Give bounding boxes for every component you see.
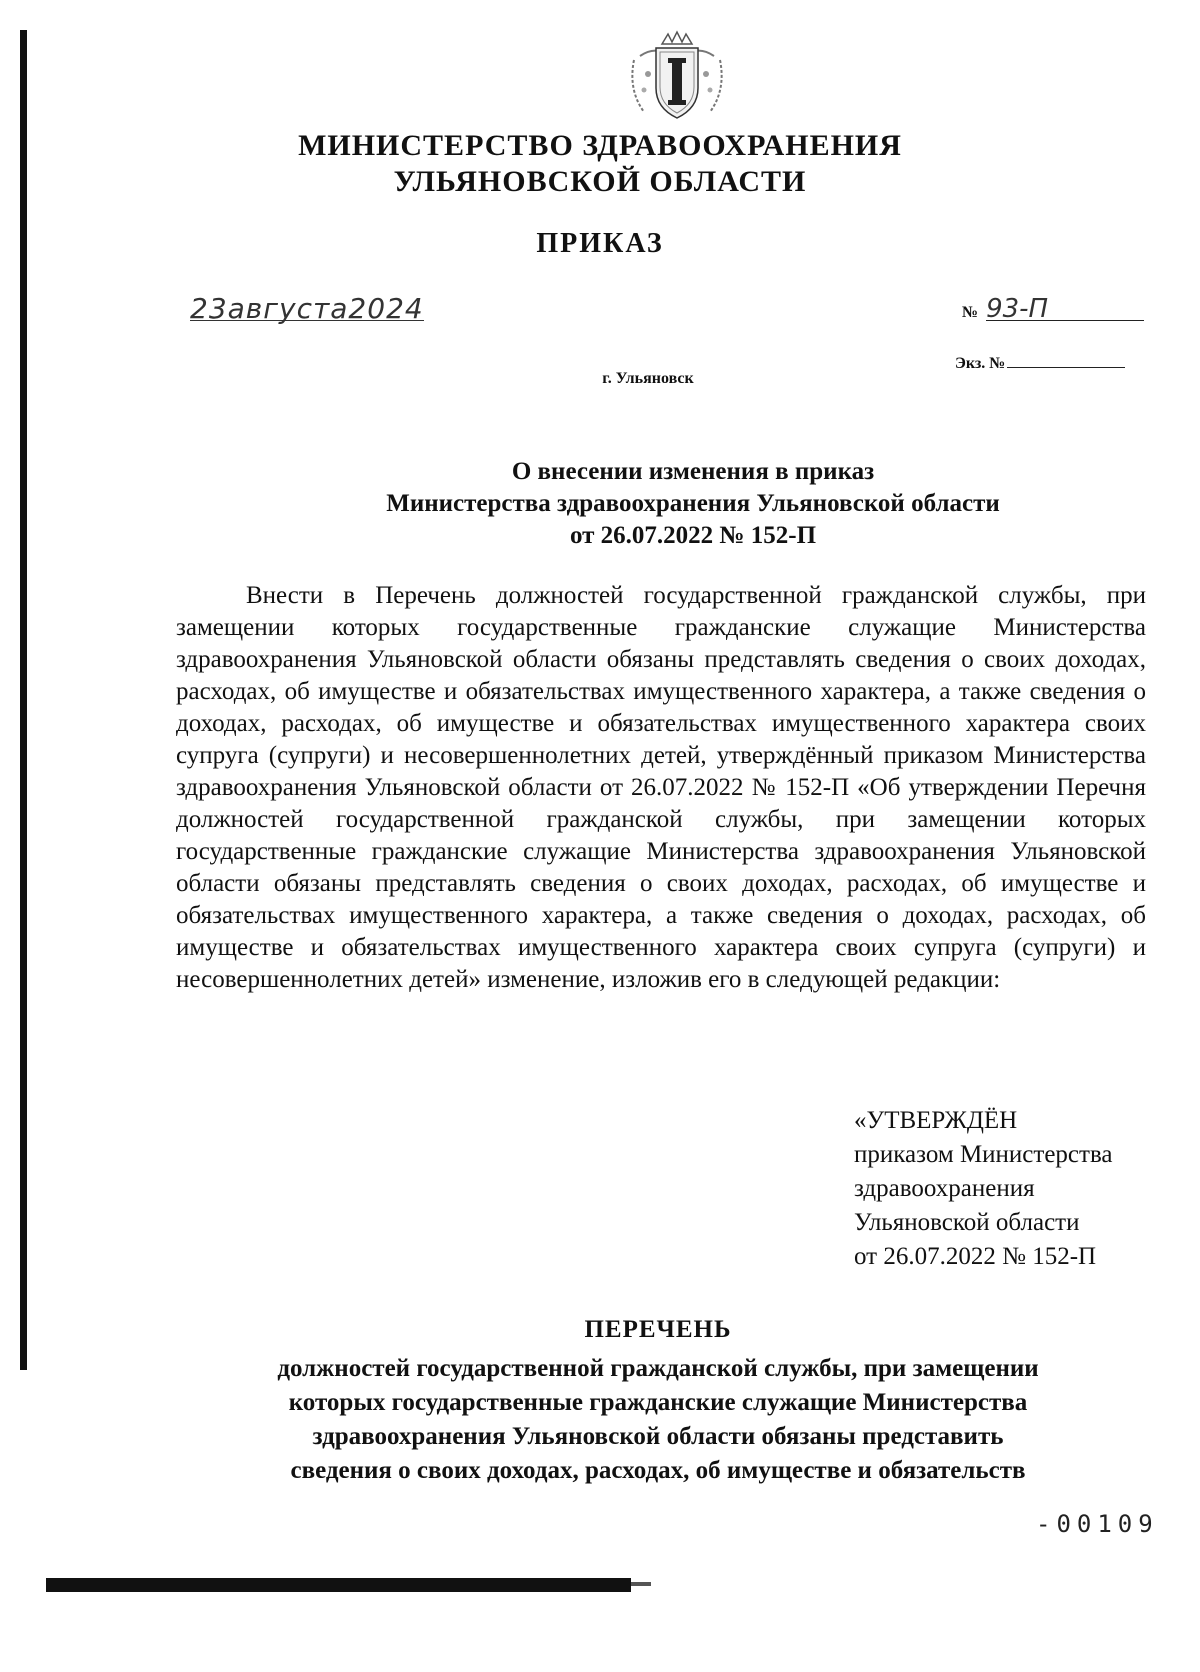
list-desc-line3: здравоохранения Ульяновской области обязаны представить	[312, 1423, 1004, 1450]
document-type: ПРИКАЗ	[536, 228, 664, 259]
approval-line4: Ульяновской области	[854, 1209, 1080, 1236]
city-name: г. Ульяновск	[602, 370, 694, 387]
number-label: №	[962, 304, 979, 321]
body-paragraph: Внести в Перечень должностей государственной гражданской службы, при замещении которых государственные гражданские служащие Министерства здравоохранения Ульяновской области обязаны представлять сведения о своих доходах, расходах, об имуществе и обязательствах имущественного характера, а также сведения о доходах, расходах, об имуществе и обязательствах имущественного характера своих супруга (супруги) и несовершеннолетних детей, утверждённый приказом Министерства здравоохранения Ульяновской области от 26.07.2022 № 152-П «Об утверждении Перечня должностей государственной гражданской службы, при замещении которых государственные гражданские служащие Министерства здравоохранения Ульяновской области обязаны представлять сведения о своих доходах, расходах, об имуществе и обязательствах имущественного характера, а также сведения о доходах, расходах, об имуществе и обязательствах имущественного характера своих супруга (супруги) и несовершеннолетних детей» изменение, изложив его в следующей редакции:	[176, 582, 1146, 993]
page-code: -00109	[1036, 1510, 1159, 1538]
approval-block	[854, 1104, 1174, 1274]
approval-line3: здравоохранения	[854, 1175, 1035, 1202]
list-title: ПЕРЕЧЕНЬ	[584, 1316, 732, 1343]
list-desc-line4: сведения о своих доходах, расходах, об имуществе и обязательств	[290, 1457, 1026, 1484]
ministry-name-line2: УЛЬЯНОВСКОЙ ОБЛАСТИ	[393, 165, 807, 198]
approval-line5: от 26.07.2022 № 152-П	[854, 1243, 1097, 1270]
subject-line1: О внесении изменения в приказ	[511, 458, 875, 485]
approval-line1: «УТВЕРЖДЁН	[854, 1107, 1018, 1134]
copy-label: Экз. №	[955, 355, 1006, 372]
order-number-row	[962, 294, 1144, 324]
order-subject	[0, 456, 1200, 552]
approval-line2: приказом Министерства	[854, 1141, 1113, 1168]
list-description	[0, 1352, 1200, 1488]
ministry-header	[0, 128, 1200, 200]
list-desc-line2: которых государственные гражданские служащие Министерства	[288, 1389, 1028, 1416]
subject-line3: от 26.07.2022 № 152-П	[569, 522, 817, 549]
list-desc-line1: должностей государственной гражданской службы, при замещении	[277, 1355, 1039, 1382]
order-number-value: 93-П	[986, 298, 1144, 321]
copy-number-line	[1007, 353, 1125, 368]
coat-of-arms-icon	[622, 30, 732, 125]
subject-line2: Министерства здравоохранения Ульяновской области	[386, 490, 1000, 517]
handwritten-date: 23августа2024	[190, 292, 424, 325]
ministry-name-line1: МИНИСТЕРСТВО ЗДРАВООХРАНЕНИЯ	[298, 129, 902, 162]
scan-edge-bottom	[46, 1578, 631, 1592]
scan-edge-bottom-tail	[631, 1582, 651, 1586]
